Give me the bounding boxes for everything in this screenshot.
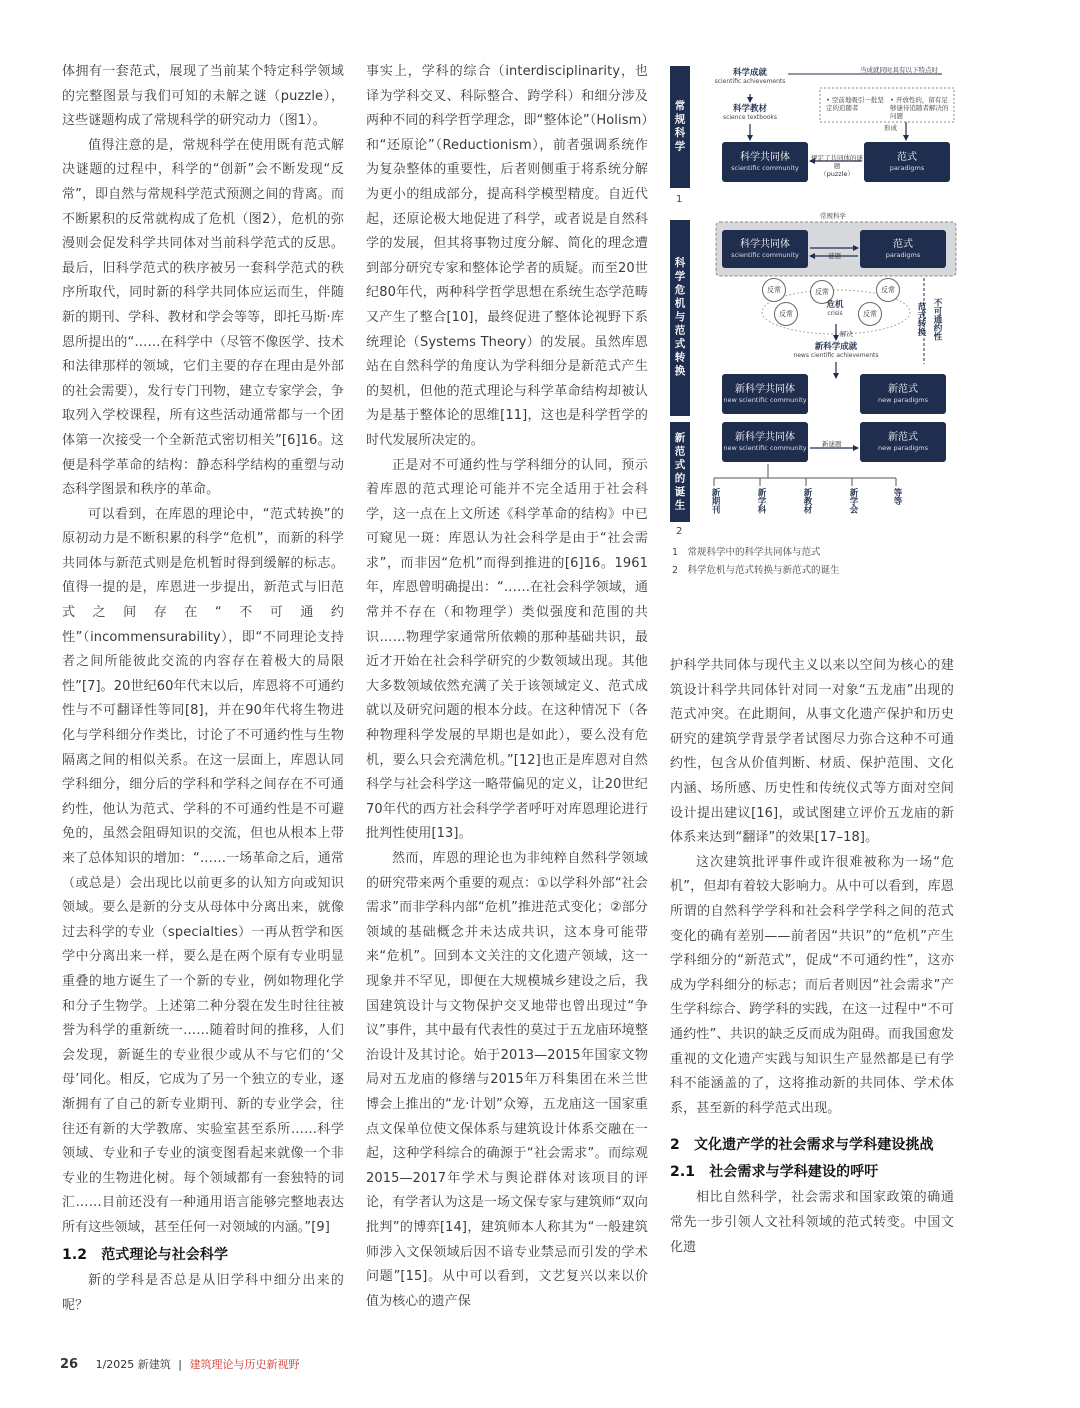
textbooks-label: 科学教材 science textbooks	[722, 104, 778, 121]
figure-number: 1	[676, 194, 683, 205]
section-heading: 2 文化遗产学的社会需求与学科建设挑战	[670, 1137, 934, 1154]
output-new-journal: 新期刊	[710, 488, 720, 514]
regulate-label: 规定了共同体的谜题 （puzzle）	[811, 154, 863, 178]
crisis-label: 危机 crisis	[826, 300, 844, 317]
page-footer	[60, 1356, 300, 1372]
normal-science-label: 常规科学	[820, 212, 846, 220]
output-new-discipline: 新学科	[756, 488, 766, 514]
subsection-heading: 2.1 社会需求与学科建设的呼吁	[670, 1163, 879, 1180]
footer-divider: |	[178, 1358, 183, 1371]
paragraph: 新的学科是否总是从旧学科中细分出来的呢？	[62, 1273, 344, 1313]
text-column-right	[670, 654, 954, 1260]
paragraph: 体拥有一套范式，展现了当前某个特定科学领域的完整图景与我们可知的未解之谜（puzzle），这些谜题构成了常规科学的研究动力（图1）。	[62, 64, 344, 129]
community-box: 科学共同体 scientific community	[722, 142, 808, 182]
condition-bullet-2: • 开放性的，留有足够谜待追随者解决的问题	[890, 96, 949, 120]
new-achievements-label: 新科学成就 news cientific achievements	[793, 342, 879, 359]
condition-note: 当成就同时具有以下特点时	[860, 66, 938, 74]
incommensurability-label: 不可通约性	[932, 298, 942, 341]
new-puzzle-label: 新谜题	[822, 440, 842, 448]
paragraph: 正是对不可通约性与学科细分的认同，预示着库恩的范式理论可能并不完全适用于社会科学，这一点在上文所述《科学革命的结构》中已可窥见一斑：库恩认为社会科学是由于“社会需求”，而非因“危机”而得到推进的[6]16。1961年，库恩曾明确提出：“……在社会科学领域，通常并不存在（和物理学）类似强度和范围的共识……物理学家通常所依赖的那种基础共识，最近才开始在社会科学研究的少数领域出现。其他大多数领域依然充满了关于该领域定义、范式成就以及研究问题的根本分歧。在这种情况下（各种物理科学发展的早期也是如此），要么没有危机，要么只会充满危机。”[12]也正是库恩对自然科学与社会科学这一略带偏见的定义，让20世纪70年代的西方社会科学学者呼吁对库恩理论进行批判性使用[13]。	[366, 457, 648, 842]
section-heading: 1.2 范式理论与社会科学	[62, 1246, 229, 1263]
figure-1	[670, 66, 960, 216]
new-paradigm-box: 新范式 new paradigms	[860, 374, 946, 414]
paragraph: 然而，库恩的理论也为非纯粹自然科学领域的研究带来两个重要的观点：①以学科外部“社会需求”而非学科内部“危机”推进范式变化；②部分领域的基础概念并未达成共识，这本身可能带来“危机”。回到本文关注的文化遗产领域，这一现象并不罕见，即便在大规模城乡建设之后，我国建筑设计与文物保护交叉地带也曾出现过“争议”事件，其中最有代表性的莫过于五龙庙环境整治设计及其讨论。始于2013—2015年国家文物局对五龙庙的修缮与2015年万科集团在米兰世博会上推出的“龙·计划”众筹，五龙庙这一国家重点文保单位使文保体系与建筑设计体系交融在一起，这种学科综合的确源于“社会需求”。而综观2015—2017年学术与舆论群体对该项目的评论，有学者认为这是一场文保专家与建筑师“双向批判”的博弈[14]，建筑师本人称其为“一般建筑师涉入文保领域后因不谙专业禁忌而引发的学术问题”[15]。从中可以看到，文艺复兴以来以价值为核心的遗产保	[366, 851, 648, 1309]
paradigms-box: 范式 paradigms	[864, 142, 950, 182]
figure-caption-2: 2 科学危机与范式转换与新范式的诞生	[672, 565, 840, 576]
paragraph: 事实上，学科的综合（interdisciplinarity，也译为学科交叉、科际整合、跨学科）和细分涉及两种不同的科学哲学理念，即“整体论”（Holism）和“还原论”（Reductionism），前者强调系统作为复杂整体的重要性，后者则侧重于将系统分解为更小的组成部分，提高科学模型精度。自近代起，还原论极大地促进了科学，或者说是自然科学的发展，但其将事物过度分解、简化的理念遭到部分研究专家和整体论学者的质疑。而至20世纪80年代，两种科学哲学思想在系统生态学范畴又产生了整合[10]，最终促进了整体论视野下系统理论（Systems Theory）的发展。虽然库恩站在自然科学的角度认为学科细分是新范式产生的契机，但他的范式理论与科学革命结构却被认为是基于整体论的思维[11]，这也是科学哲学的时代发展所决定的。	[366, 64, 648, 448]
figure-caption-1: 1 常规科学中的科学共同体与范式	[672, 547, 821, 558]
anomaly-node: 反常	[876, 278, 900, 302]
new-community-box: 新科学共同体 new scientific community	[722, 422, 808, 462]
anomaly-node: 反常	[810, 280, 834, 304]
community-box: 科学共同体 scientific community	[722, 230, 808, 268]
paragraph: 这次建筑批评事件或许很难被称为一场“危机”，但却有着较大影响力。从中可以看到，库恩所谓的自然科学学科和社会科学学科之间的范式变化的确有差别——前者因“共识”的“危机”产生学科细分的“新范式”，促成“不可通约性”，这亦成为学科细分的标志；而后者则因“社会需求”产生学科综合、跨学科的实践，在这一过程中“不可通约性”、共识的缺乏反而成为阻碍。而我国愈发重视的文化遗产实践与知识生产显然都是已有学科不能涵盖的了，这将推动新的共同体、学术体系，甚至新的科学范式出现。	[670, 854, 954, 1116]
new-paradigm-box: 新范式 new paradigms	[860, 422, 946, 462]
figure-2-side-label-birth: 新范式的诞生	[670, 422, 690, 522]
output-etc: 等等	[892, 488, 902, 505]
paradigm-shift-label: 范式转换	[916, 302, 926, 336]
forms-label: 形成	[884, 124, 897, 132]
new-community-box: 新科学共同体 new scientific community	[722, 374, 808, 414]
page-number: 26	[60, 1357, 79, 1372]
figure-2	[670, 208, 960, 538]
paragraph: 可以看到，在库恩的理论中，“范式转换”的原初动力是不断积累的科学“危机”，而新的科学共同体与新范式则是危机暂时得到缓解的标志。值得一提的是，库恩进一步提出，新范式与旧范式之间存在“不可通约性”（incommensurability），即“不同理论支持者之间所能彼此交流的内容存在着极大的局限性”[7]。20世纪60年代末以后，库恩将不可通约性与不可翻译性等同[8]，并在90年代将生物进化与学科细分作类比，讨论了不可通约性与生物隔离之间的相似关系。在这一层面上，库恩认同学科细分，细分后的学科和学科之间存在不可通约性，他认为范式、学科的不可通约性是不可避免的，虽然会阻碍知识的交流，但也从根本上带来了总体知识的增加：“……一场革命之后，通常（或总是）会出现比以前更多的认知方向或知识领域。要么是新的分支从母体中分离出来，就像过去科学的专业（specialties）一再从哲学和医学中分离出来一样，要么是在两个原有专业明显重叠的地方诞生了一个新的专业，例如物理化学和分子生物学。上述第二种分裂在发生时往往被誉为科学的重新统一……随着时间的推移，人们会发现，新诞生的专业很少或从不与它们的‘父母’同化。相反，它成为了另一个独立的专业，逐渐拥有了自己的新专业期刊、新的专业学会，往往还有新的大学教席、实验室甚至系所……科学领域、专业和子专业的演变图看起来就像一个非专业的生物进化树。每个领域都有一套独特的词汇……目前还没有一种通用语言能够完整地表达所有这些领域，甚至任何一对领域的内涵。”[9]	[62, 506, 344, 1235]
journal-issue: 1/2025 新建筑	[95, 1358, 171, 1371]
output-new-textbook: 新教材	[802, 488, 812, 514]
paragraph: 相比自然科学，社会需求和国家政策的确通常先一步引领人文社科领域的范式转变。中国文化遗	[670, 1190, 954, 1255]
section-name: 建筑理论与历史新视野	[189, 1358, 300, 1371]
figure-1-connectors	[670, 66, 960, 216]
anomaly-node: 反常	[762, 278, 786, 302]
anomaly-node: 反常	[774, 302, 798, 326]
anomaly-node: 反常	[858, 302, 882, 326]
text-column-middle	[366, 60, 648, 1314]
solve-label: 解决	[840, 330, 853, 338]
output-new-society: 新学会	[848, 488, 858, 514]
paradigms-box: 范式 paradigms	[860, 230, 946, 268]
figure-2-side-label-crisis: 科学危机与范式转换	[670, 220, 690, 416]
paragraph: 护科学共同体与现代主义以来以空间为核心的建筑设计科学共同体针对同一对象“五龙庙”出现的范式冲突。在此期间，从事文化遗产保护和历史研究的建筑学背景学者试图尽力弥合这种不可通约性，包含从价值判断、材质、保护范围、文化内涵、场所感、历史性和传统仪式等方面对空间设计提出建议[16]，或试图建立评价五龙庙的新体系来达到“翻译”的效果[17–18]。	[670, 658, 954, 846]
paragraph: 值得注意的是，常规科学在使用既有范式解决谜题的过程中，科学的“创新”会不断发现“反常”，即自然与常规科学范式预测之间的背离。而不断累积的反常就构成了危机（图2），危机的弥漫则会促发科学共同体对当前科学范式的反思。最后，旧科学范式的秩序被另一套科学范式的秩序所取代，同时新的科学共同体应运而生，伴随新的期刊、学科、教材和学会等等，即托马斯·库恩所提出的“……在科学中（尽管不像医学、技术和法律那样的领域，它们主要的存在理由是外部的社会需要），发行专门刊物，建立专家学会，争取列入学校课程，所有这些活动通常都与一个团体第一次接受一个全新范式密切相关”[6]16。这便是科学革命的结构：静态科学结构的重塑与动态科学图景和秩序的革命。	[62, 137, 344, 498]
figure-1-side-label: 常规科学	[670, 66, 690, 188]
achievements-label: 科学成就 scientific achievements	[714, 68, 786, 85]
figure-number: 2	[676, 526, 683, 537]
condition-bullet-1: • 空前地吸引一批坚定的追随者	[826, 96, 884, 112]
text-column-left	[62, 60, 344, 1318]
puzzle-label: 谜题	[828, 252, 841, 260]
